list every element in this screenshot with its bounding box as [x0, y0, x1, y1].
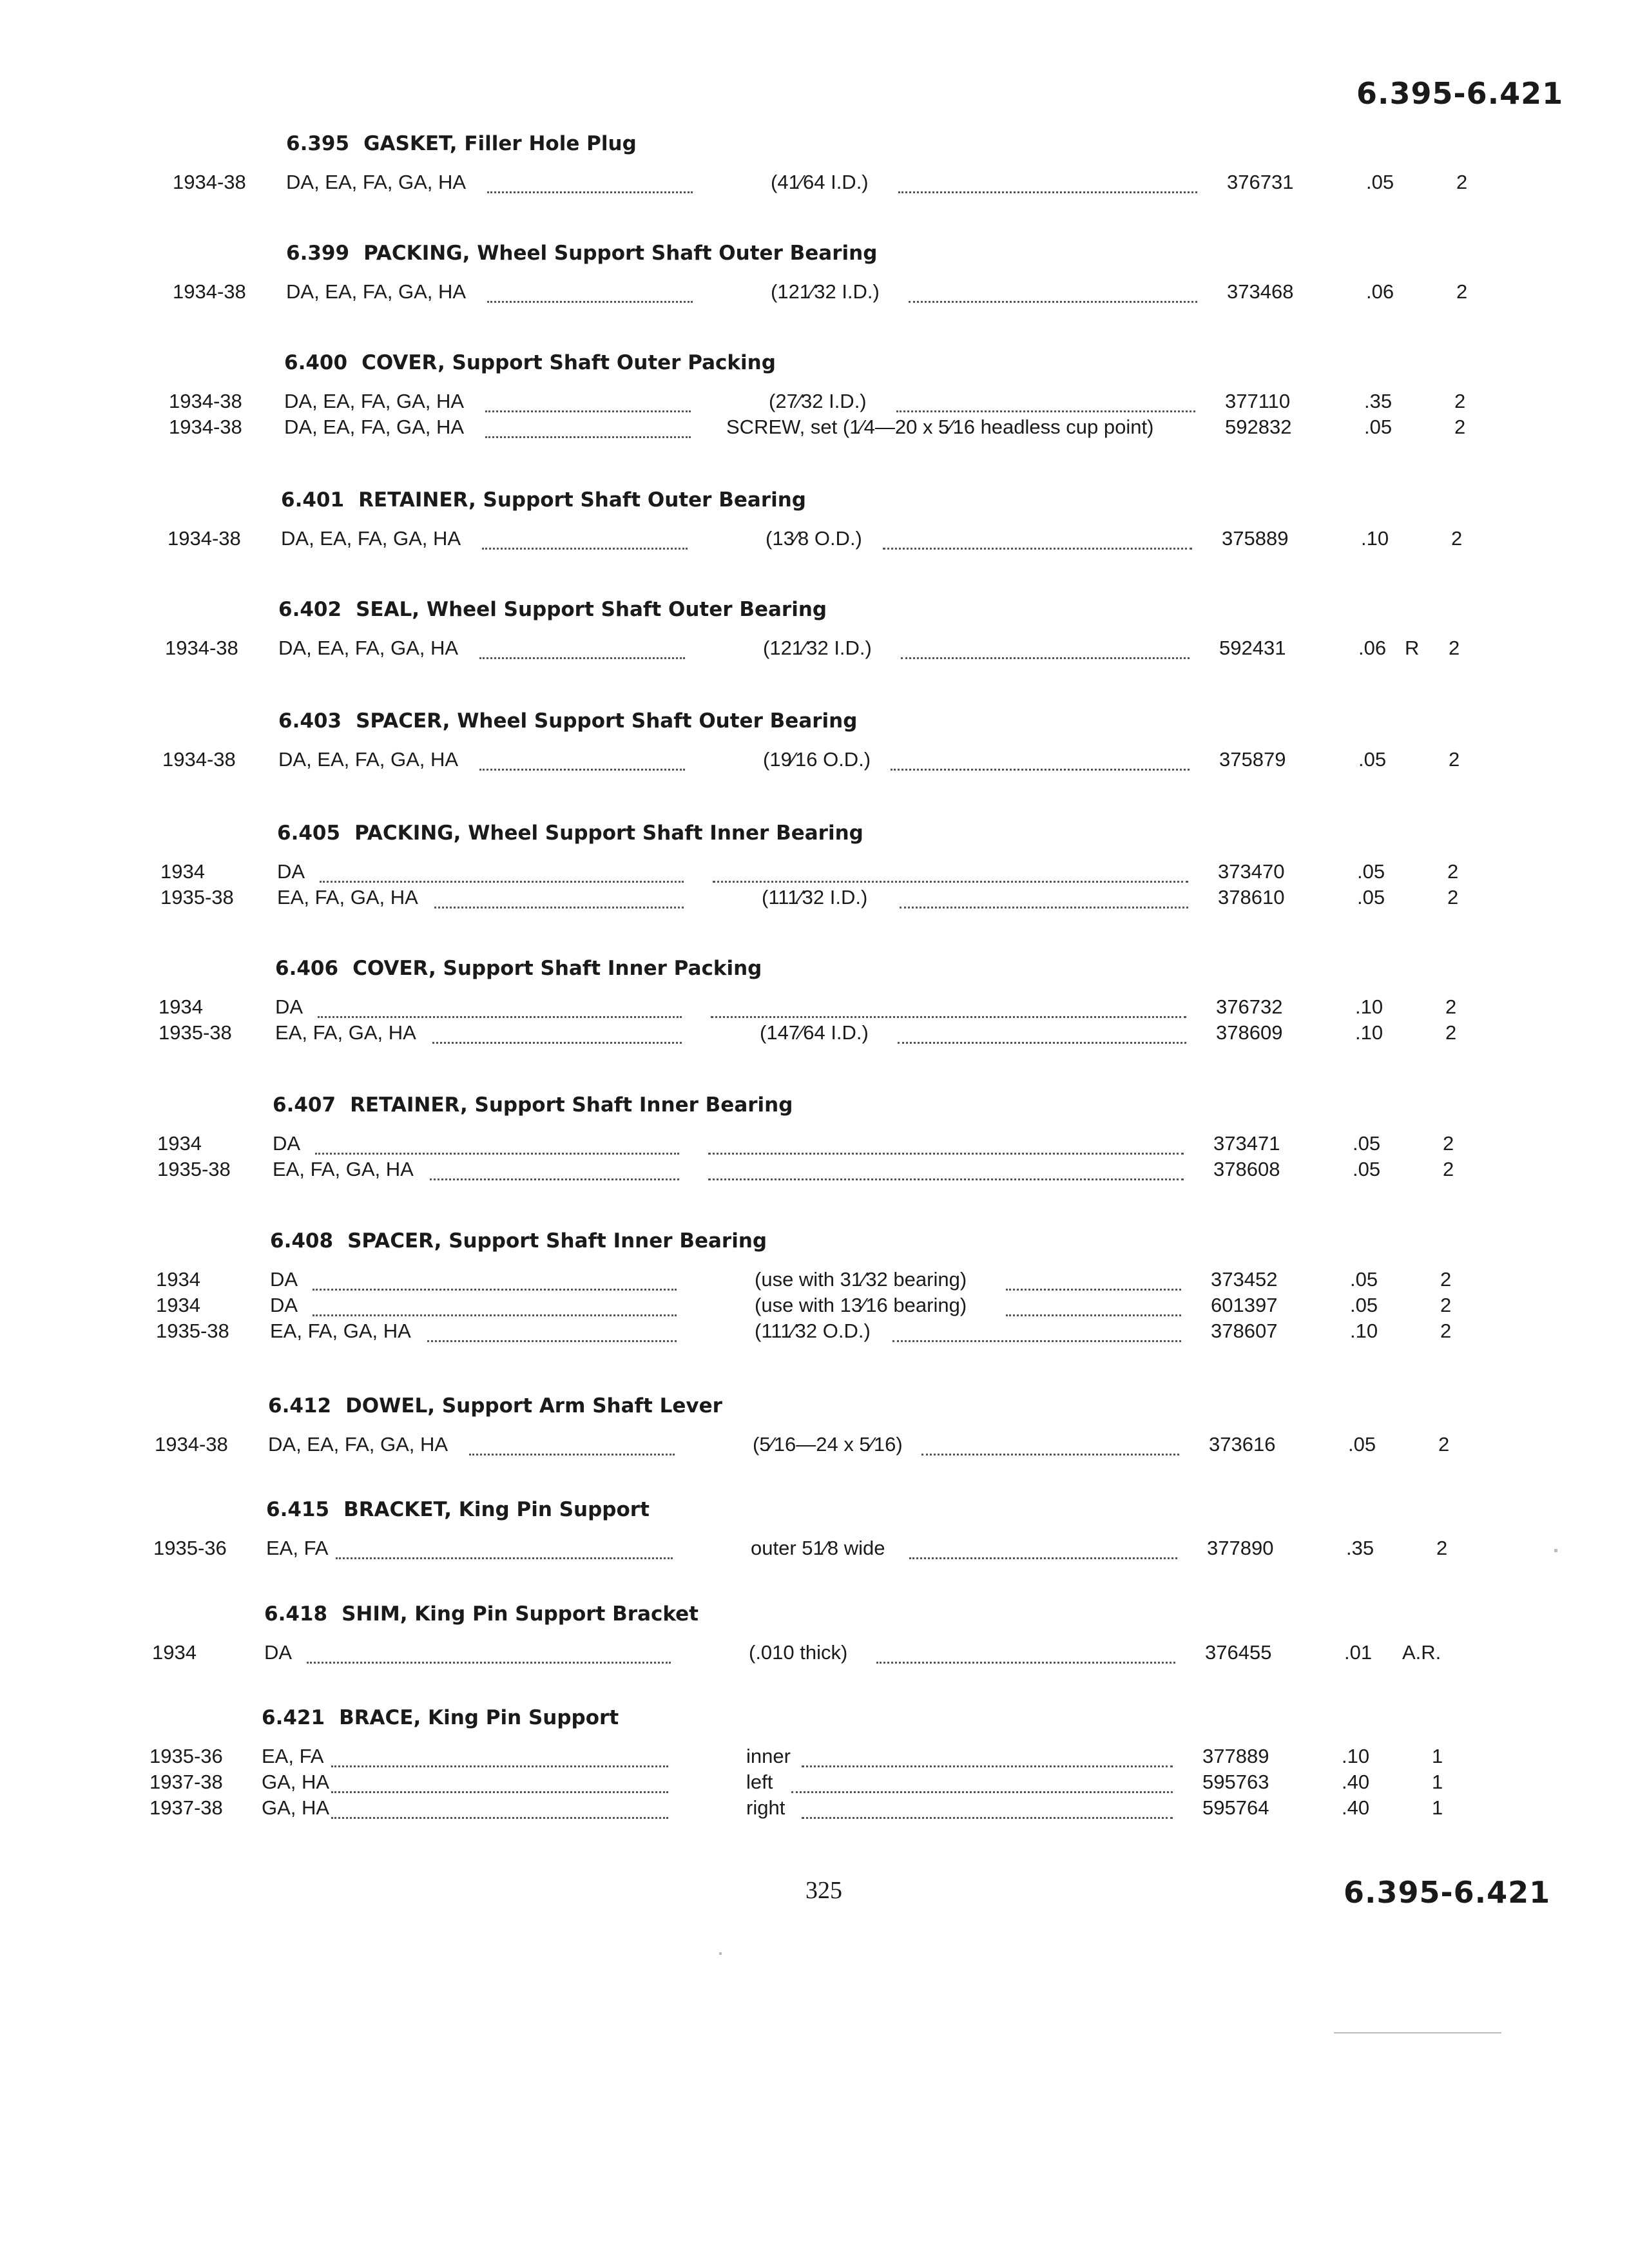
model-years: 1934-38: [162, 748, 236, 771]
price: .40: [1342, 1796, 1370, 1819]
description: left: [746, 1771, 773, 1793]
section-title: SHIM, King Pin Support Bracket: [342, 1602, 699, 1626]
price: .05: [1353, 1158, 1381, 1180]
price: .05: [1350, 1268, 1378, 1291]
model-years: 1934-38: [155, 1433, 228, 1456]
section-title: SEAL, Wheel Support Shaft Outer Bearing: [356, 598, 827, 621]
leader-dots: [892, 1320, 1181, 1342]
leader-dots: [711, 995, 1186, 1018]
description: (13⁄8 O.D.): [766, 527, 862, 550]
price: .05: [1358, 748, 1387, 771]
leader-dots: [318, 995, 682, 1018]
leader-dots: [898, 1021, 1186, 1044]
leader-dots: [482, 527, 688, 550]
model-years: 1935-36: [153, 1537, 227, 1559]
leader-dots: [479, 748, 685, 771]
description: (19⁄16 O.D.): [763, 748, 871, 771]
part-number: 377110: [1225, 390, 1291, 412]
models: EA, FA, GA, HA: [270, 1320, 411, 1342]
models: DA, EA, FA, GA, HA: [278, 637, 459, 659]
leader-dots: [469, 1433, 675, 1456]
models: DA: [273, 1132, 301, 1155]
models: DA, EA, FA, GA, HA: [281, 527, 461, 550]
section-number: 6.395: [286, 132, 350, 155]
scan-speck: [719, 1952, 722, 1955]
scan-edge-line: [1334, 2032, 1501, 2033]
part-row: [0, 748, 1629, 774]
part-row: [0, 390, 1629, 416]
model-years: 1934-38: [173, 171, 246, 193]
quantity: 2: [1456, 280, 1468, 303]
section-heading: [286, 132, 637, 155]
quantity: 2: [1443, 1158, 1454, 1180]
section-title: RETAINER, Support Shaft Outer Bearing: [358, 488, 806, 512]
model-years: 1935-38: [157, 1158, 231, 1180]
section-heading: [275, 957, 762, 980]
quantity: 2: [1445, 995, 1457, 1018]
models: DA, EA, FA, GA, HA: [284, 416, 465, 438]
part-row: [0, 886, 1629, 912]
leader-dots: [307, 1641, 671, 1664]
models: DA, EA, FA, GA, HA: [286, 280, 467, 303]
section-number: 6.401: [281, 488, 345, 512]
models: DA: [277, 860, 305, 883]
section-heading: [278, 598, 827, 621]
page-number: 325: [805, 1877, 842, 1904]
part-row: [0, 995, 1629, 1021]
model-years: 1935-38: [160, 886, 234, 908]
leader-dots: [901, 637, 1190, 659]
quantity: 2: [1445, 1021, 1457, 1044]
price: .10: [1342, 1745, 1370, 1767]
section-title: COVER, Support Shaft Outer Packing: [361, 351, 776, 374]
quantity: 1: [1432, 1796, 1443, 1819]
part-row: [0, 1641, 1629, 1667]
quantity: A.R.: [1402, 1641, 1441, 1664]
models: DA: [264, 1641, 293, 1664]
models: DA: [270, 1294, 298, 1316]
model-years: 1934-38: [168, 527, 241, 550]
model-years: 1934-38: [169, 416, 242, 438]
quantity: 2: [1438, 1433, 1450, 1456]
part-number: 376732: [1216, 995, 1283, 1018]
part-row: [0, 1745, 1629, 1771]
section-number: 6.406: [275, 957, 339, 980]
section-heading: [264, 1602, 699, 1626]
description: (121⁄32 I.D.): [763, 637, 872, 659]
model-years: 1934: [152, 1641, 197, 1664]
quantity: 2: [1436, 1537, 1448, 1559]
part-row: [0, 416, 1629, 441]
part-row: [0, 1537, 1629, 1562]
leader-dots: [487, 280, 693, 303]
leader-dots: [315, 1132, 679, 1155]
quantity: 2: [1454, 390, 1466, 412]
part-number: 373616: [1209, 1433, 1276, 1456]
section-title: BRACKET, King Pin Support: [343, 1498, 650, 1521]
part-row: [0, 1771, 1629, 1796]
section-number: 6.407: [273, 1093, 336, 1117]
part-row: [0, 1433, 1629, 1459]
part-number: 373468: [1227, 280, 1294, 303]
section-title: SPACER, Support Shaft Inner Bearing: [347, 1229, 767, 1253]
leader-dots: [909, 280, 1197, 303]
quantity: 2: [1443, 1132, 1454, 1155]
model-years: 1935-38: [159, 1021, 232, 1044]
price: .05: [1353, 1132, 1381, 1155]
section-heading: [266, 1498, 650, 1521]
section-number: 6.415: [266, 1498, 330, 1521]
price: .35: [1364, 390, 1393, 412]
models: EA, FA: [266, 1537, 329, 1559]
description: inner: [746, 1745, 791, 1767]
leader-dots: [336, 1537, 673, 1559]
model-years: 1934-38: [165, 637, 238, 659]
models: DA: [275, 995, 304, 1018]
model-years: 1934: [159, 995, 203, 1018]
page-range-footer: 6.395-6.421: [1344, 1875, 1551, 1910]
quantity: 2: [1440, 1294, 1452, 1316]
part-row: [0, 1320, 1629, 1345]
quantity: 1: [1432, 1771, 1443, 1793]
part-number: 377889: [1202, 1745, 1269, 1767]
quantity: 2: [1440, 1320, 1452, 1342]
section-number: 6.412: [268, 1394, 332, 1418]
part-row: [0, 1294, 1629, 1320]
model-years: 1934: [156, 1268, 200, 1291]
leader-dots: [331, 1745, 668, 1767]
description: SCREW, set (1⁄4—20 x 5⁄16 headless cup point): [726, 416, 1154, 438]
models: DA, EA, FA, GA, HA: [284, 390, 465, 412]
models: EA, FA, GA, HA: [273, 1158, 414, 1180]
part-number: 373452: [1211, 1268, 1278, 1291]
section-number: 6.400: [284, 351, 348, 374]
section-number: 6.408: [270, 1229, 334, 1253]
model-years: 1934-38: [169, 390, 242, 412]
models: GA, HA: [262, 1796, 330, 1819]
note-flag: R: [1405, 637, 1420, 659]
description: (5⁄16—24 x 5⁄16): [753, 1433, 903, 1456]
description: (27⁄32 I.D.): [769, 390, 867, 412]
section-number: 6.402: [278, 598, 342, 621]
price: .05: [1357, 860, 1385, 883]
section-title: GASKET, Filler Hole Plug: [363, 132, 637, 155]
part-number: 377890: [1207, 1537, 1274, 1559]
leader-dots: [320, 860, 684, 883]
description: (111⁄32 I.D.): [762, 886, 868, 908]
section-heading: [281, 488, 806, 512]
models: GA, HA: [262, 1771, 330, 1793]
model-years: 1937-38: [149, 1771, 223, 1793]
leader-dots: [479, 637, 685, 659]
section-title: PACKING, Wheel Support Shaft Outer Bearing: [363, 242, 878, 265]
section-heading: [278, 709, 857, 733]
models: EA, FA, GA, HA: [275, 1021, 416, 1044]
part-row: [0, 1268, 1629, 1294]
leader-dots: [791, 1771, 1173, 1793]
page-range-header: 6.395-6.421: [1356, 76, 1564, 111]
models: EA, FA: [262, 1745, 324, 1767]
model-years: 1937-38: [149, 1796, 223, 1819]
leader-dots: [331, 1771, 668, 1793]
price: .06: [1366, 280, 1394, 303]
part-row: [0, 527, 1629, 553]
model-years: 1934: [157, 1132, 202, 1155]
leader-dots: [432, 1021, 682, 1044]
part-row: [0, 1796, 1629, 1822]
leader-dots: [921, 1433, 1179, 1456]
section-number: 6.421: [262, 1706, 325, 1729]
leader-dots: [802, 1796, 1173, 1819]
part-row: [0, 1132, 1629, 1158]
part-row: [0, 280, 1629, 306]
price: .10: [1361, 527, 1389, 550]
price: .01: [1344, 1641, 1373, 1664]
price: .06: [1358, 637, 1387, 659]
leader-dots: [898, 171, 1197, 193]
model-years: 1935-36: [149, 1745, 223, 1767]
quantity: 2: [1454, 416, 1466, 438]
leader-dots: [331, 1796, 668, 1819]
part-number: 595764: [1202, 1796, 1269, 1819]
leader-dots: [485, 390, 691, 412]
section-title: DOWEL, Support Arm Shaft Lever: [345, 1394, 722, 1418]
model-years: 1934: [156, 1294, 200, 1316]
leader-dots: [427, 1320, 677, 1342]
model-years: 1935-38: [156, 1320, 229, 1342]
leader-dots: [909, 1537, 1177, 1559]
leader-dots: [900, 886, 1188, 908]
quantity: 2: [1440, 1268, 1452, 1291]
part-row: [0, 637, 1629, 662]
section-number: 6.403: [278, 709, 342, 733]
models: EA, FA, GA, HA: [277, 886, 418, 908]
quantity: 2: [1447, 886, 1459, 908]
description: (121⁄32 I.D.): [771, 280, 880, 303]
leader-dots: [876, 1641, 1175, 1664]
part-number: 376455: [1205, 1641, 1272, 1664]
model-years: 1934: [160, 860, 205, 883]
leader-dots: [802, 1745, 1173, 1767]
section-title: RETAINER, Support Shaft Inner Bearing: [350, 1093, 793, 1117]
leader-dots: [313, 1268, 677, 1291]
part-number: 595763: [1202, 1771, 1269, 1793]
leader-dots: [891, 748, 1190, 771]
section-title: SPACER, Wheel Support Shaft Outer Bearing: [356, 709, 858, 733]
part-number: 373471: [1213, 1132, 1280, 1155]
part-number: 376731: [1227, 171, 1294, 193]
section-number: 6.405: [277, 822, 341, 845]
part-number: 375889: [1222, 527, 1289, 550]
quantity: 2: [1447, 860, 1459, 883]
leader-dots: [896, 390, 1195, 412]
quantity: 2: [1449, 637, 1460, 659]
model-years: 1934-38: [173, 280, 246, 303]
price: .10: [1355, 1021, 1383, 1044]
leader-dots: [313, 1294, 677, 1316]
part-row: [0, 1158, 1629, 1184]
leader-dots: [708, 1158, 1184, 1180]
price: .35: [1346, 1537, 1374, 1559]
price: .10: [1355, 995, 1383, 1018]
section-heading: [277, 822, 863, 845]
section-heading: [268, 1394, 722, 1418]
price: .05: [1366, 171, 1394, 193]
description: outer 51⁄8 wide: [751, 1537, 885, 1559]
section-title: PACKING, Wheel Support Shaft Inner Bearing: [354, 822, 863, 845]
price: .40: [1342, 1771, 1370, 1793]
description: (.010 thick): [749, 1641, 848, 1664]
models: DA, EA, FA, GA, HA: [268, 1433, 448, 1456]
section-title: BRACE, King Pin Support: [339, 1706, 619, 1729]
leader-dots: [708, 1132, 1184, 1155]
leader-dots: [883, 527, 1192, 550]
leader-dots: [713, 860, 1188, 883]
leader-dots: [434, 886, 684, 908]
section-number: 6.399: [286, 242, 350, 265]
models: DA: [270, 1268, 298, 1291]
leader-dots: [487, 171, 693, 193]
description: (use with 13⁄16 bearing): [755, 1294, 967, 1316]
part-number: 601397: [1211, 1294, 1278, 1316]
models: DA, EA, FA, GA, HA: [278, 748, 459, 771]
part-row: [0, 1021, 1629, 1047]
models: DA, EA, FA, GA, HA: [286, 171, 467, 193]
price: .05: [1357, 886, 1385, 908]
leader-dots: [485, 416, 691, 438]
section-title: COVER, Support Shaft Inner Packing: [352, 957, 762, 980]
part-number: 373470: [1218, 860, 1285, 883]
section-heading: [270, 1229, 767, 1253]
part-number: 378607: [1211, 1320, 1278, 1342]
section-heading: [284, 351, 776, 374]
description: (use with 31⁄32 bearing): [755, 1268, 967, 1291]
quantity: 1: [1432, 1745, 1443, 1767]
quantity: 2: [1451, 527, 1463, 550]
price: .05: [1348, 1433, 1376, 1456]
leader-dots: [1006, 1294, 1181, 1316]
price: .05: [1350, 1294, 1378, 1316]
part-number: 378609: [1216, 1021, 1283, 1044]
description: (111⁄32 O.D.): [755, 1320, 871, 1342]
part-number: 378610: [1218, 886, 1285, 908]
price: .05: [1364, 416, 1393, 438]
part-number: 592832: [1225, 416, 1292, 438]
section-heading: [262, 1706, 619, 1729]
part-number: 375879: [1219, 748, 1286, 771]
part-row: [0, 860, 1629, 886]
leader-dots: [1006, 1268, 1181, 1291]
section-heading: [286, 242, 877, 265]
leader-dots: [430, 1158, 679, 1180]
part-row: [0, 171, 1629, 197]
part-number: 378608: [1213, 1158, 1280, 1180]
scan-speck: [1554, 1549, 1557, 1552]
description: right: [746, 1796, 786, 1819]
quantity: 2: [1456, 171, 1468, 193]
part-number: 592431: [1219, 637, 1286, 659]
quantity: 2: [1449, 748, 1460, 771]
section-number: 6.418: [264, 1602, 328, 1626]
section-heading: [273, 1093, 793, 1117]
description: (41⁄64 I.D.): [771, 171, 869, 193]
price: .10: [1350, 1320, 1378, 1342]
description: (147⁄64 I.D.): [760, 1021, 869, 1044]
